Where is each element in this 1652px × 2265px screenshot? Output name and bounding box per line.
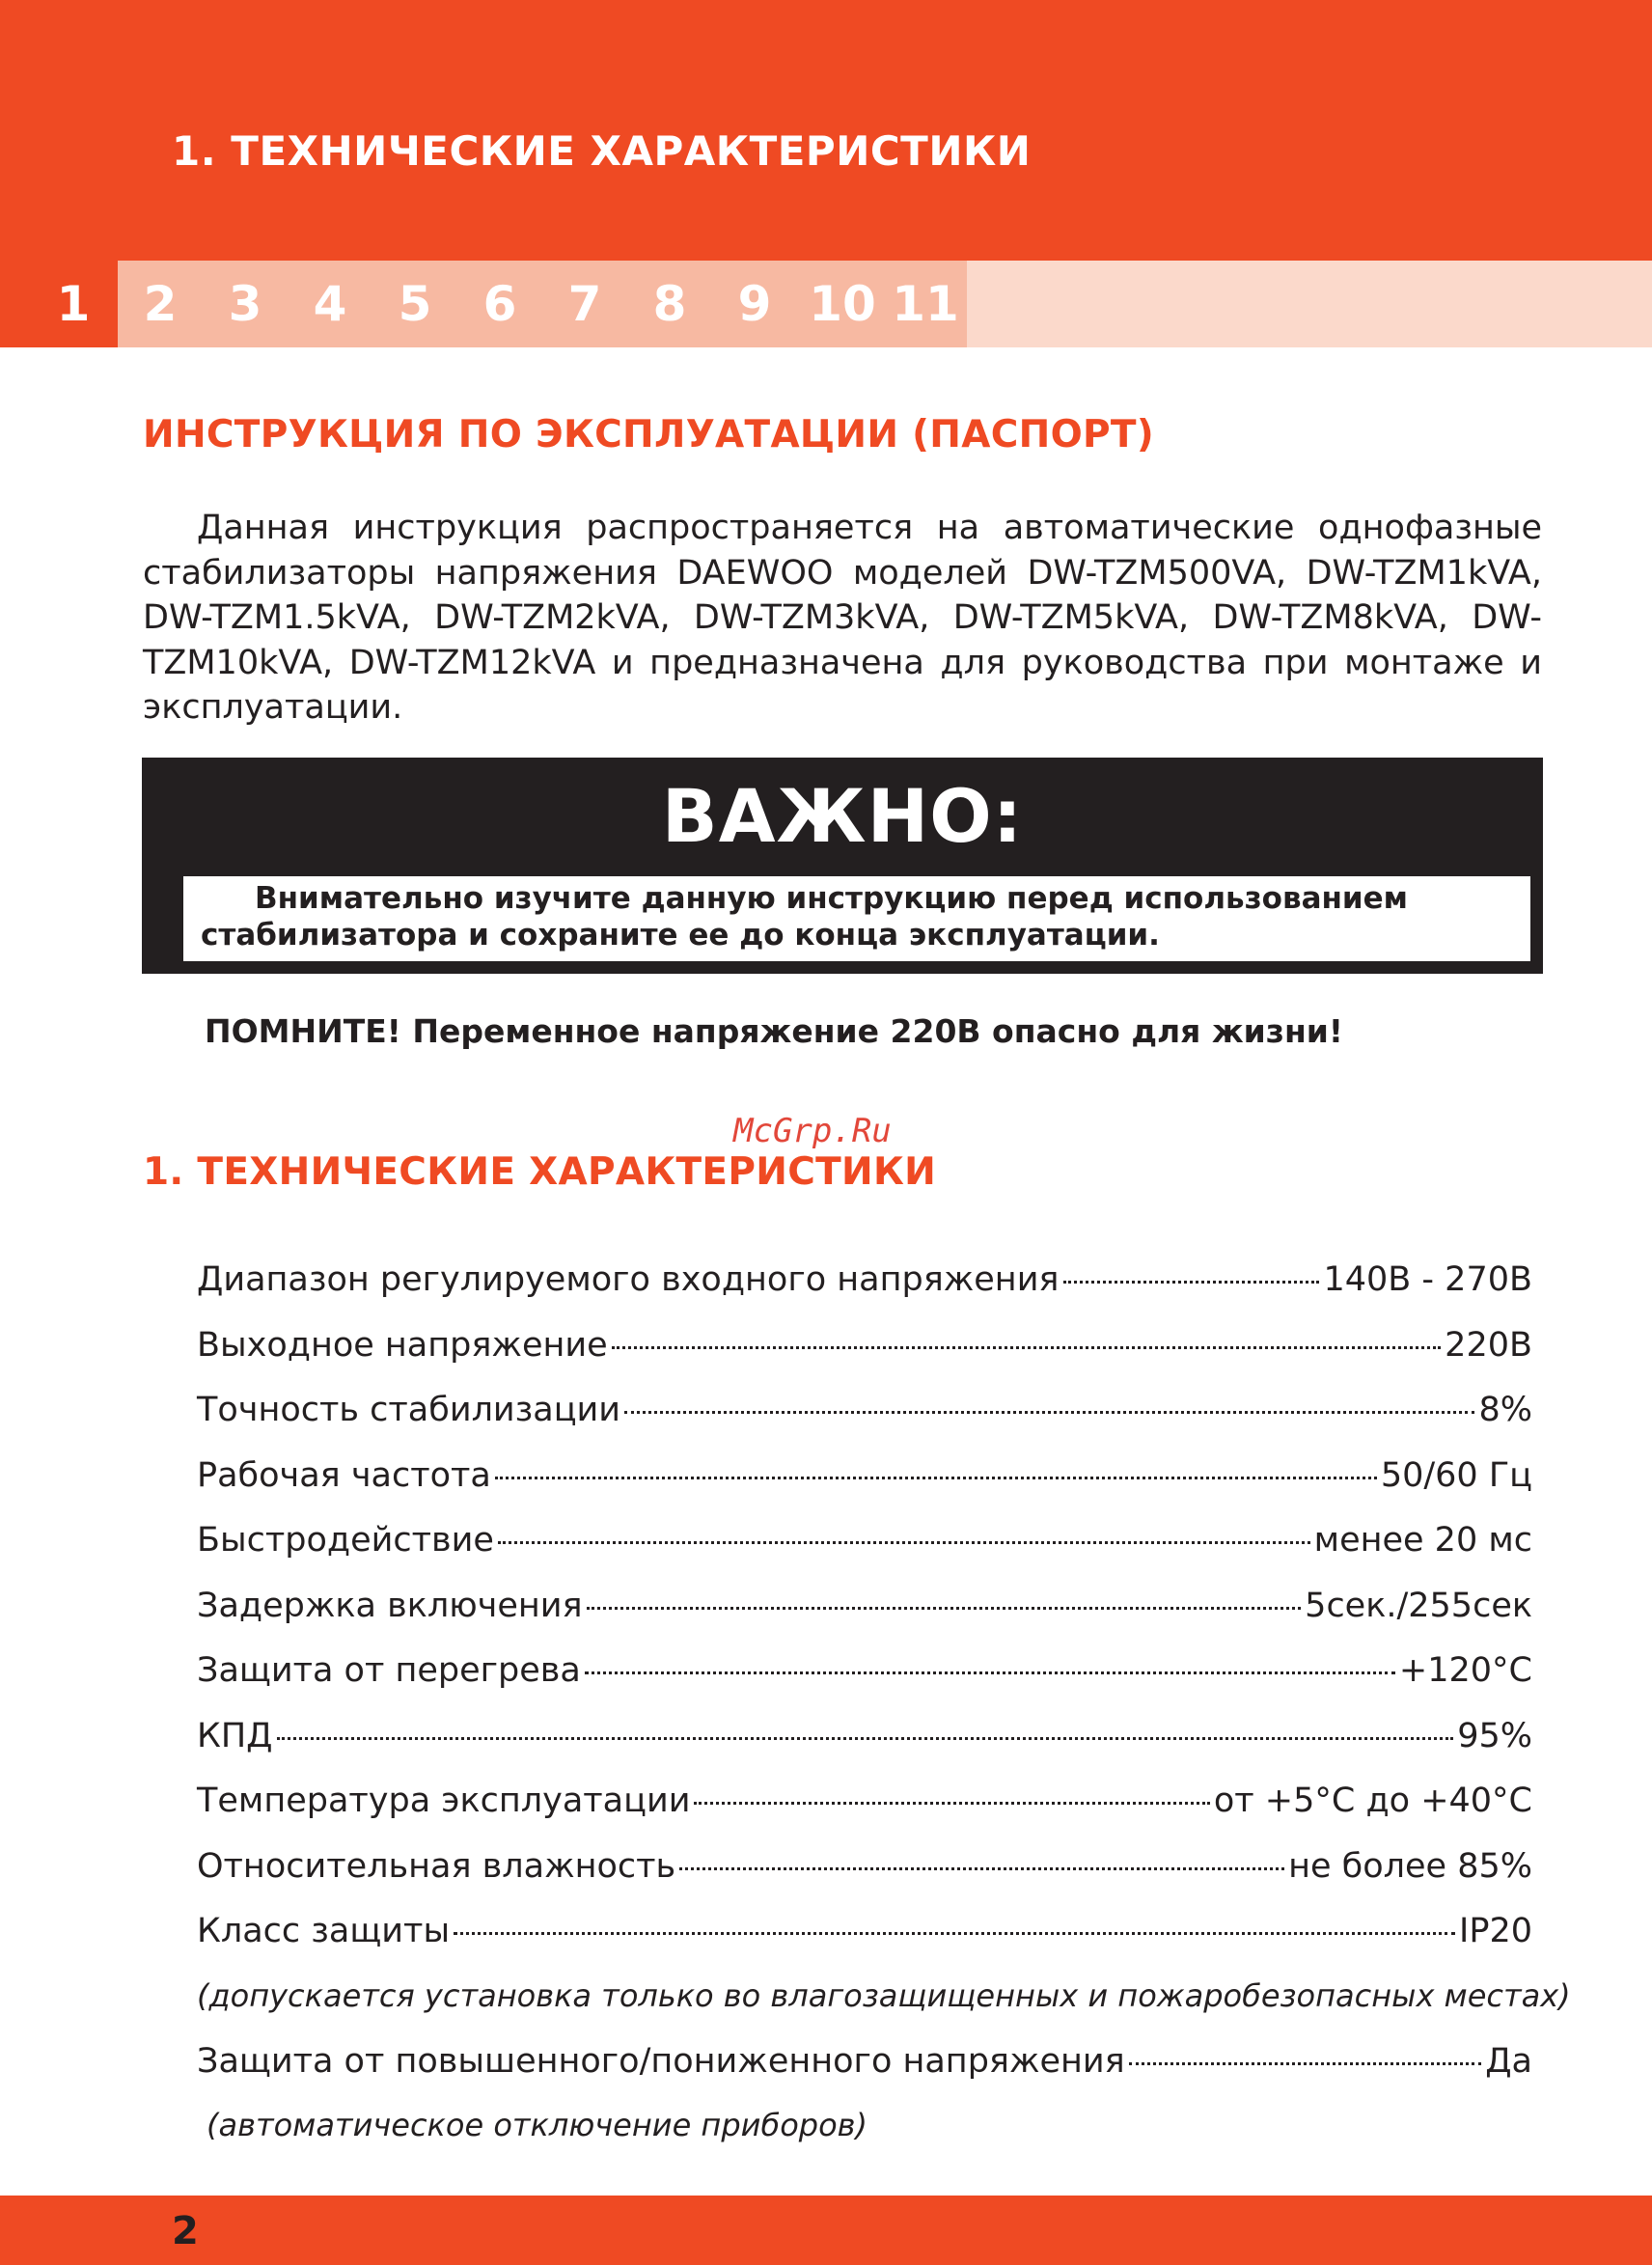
dot-leader — [624, 1411, 1474, 1414]
spec-label: Защита от перегрева — [197, 1651, 581, 1690]
spec-row — [197, 1326, 1532, 1392]
dot-leader — [1063, 1281, 1320, 1284]
spec-row — [197, 1651, 1532, 1717]
dot-leader — [277, 1737, 1454, 1740]
page-nav-item[interactable]: 10 — [809, 276, 876, 332]
spec-value: Да — [1485, 2041, 1532, 2081]
spec-row — [197, 1456, 1532, 1522]
spec-row — [197, 1260, 1532, 1326]
important-title: ВАЖНО: — [661, 773, 1024, 859]
important-notice — [142, 758, 1543, 974]
safety-warning: ПОМНИТЕ! Переменное напряжение 220В опасно для жизни! — [205, 1012, 1343, 1050]
page-nav-current[interactable]: 1 — [56, 276, 91, 332]
page-nav-item[interactable]: 5 — [398, 276, 432, 332]
spec-label: КПД — [197, 1716, 273, 1755]
page-nav-item[interactable]: 9 — [737, 276, 772, 332]
spec-note-voltage: (автоматическое отключение приборов) — [206, 2107, 867, 2143]
spec-label: Относительная влажность — [197, 1846, 676, 1886]
spec-row — [197, 1587, 1532, 1652]
spec-label: Диапазон регулируемого входного напряжения — [197, 1260, 1060, 1299]
dot-leader — [498, 1541, 1310, 1544]
spec-row — [197, 1521, 1532, 1587]
spec-row — [197, 1912, 1532, 1977]
dot-leader — [612, 1346, 1442, 1349]
spec-label: Точность стабилизации — [197, 1391, 621, 1429]
spec-label: Задержка включения — [197, 1586, 583, 1625]
spec-value: менее 20 мс — [1313, 1521, 1532, 1560]
page-nav-item[interactable]: 8 — [652, 276, 687, 332]
watermark: McGrp.Ru — [733, 1112, 892, 1150]
spec-value: не более 85% — [1288, 1846, 1532, 1886]
important-text: Внимательно изучите данную инструкцию перед использованием стабилизатора и сохраните ее до конца эксплуатации. — [183, 876, 1530, 961]
spec-value: 140В - 270В — [1323, 1260, 1532, 1299]
spec-label: Класс защиты — [197, 1912, 451, 1950]
page-nav-item[interactable]: 3 — [228, 276, 262, 332]
page-nav-item[interactable]: 2 — [143, 276, 178, 332]
spec-value: IP20 — [1459, 1912, 1532, 1950]
spec-row — [197, 1717, 1532, 1782]
dot-leader — [454, 1932, 1455, 1935]
dot-leader — [587, 1607, 1302, 1610]
spec-row — [197, 2042, 1532, 2108]
spec-label: Защита от повышенного/пониженного напряжения — [197, 2041, 1125, 2081]
header-title: 1. ТЕХНИЧЕСКИЕ ХАРАКТЕРИСТИКИ — [172, 127, 1032, 175]
spec-label: Рабочая частота — [197, 1455, 491, 1495]
intro-paragraph: Данная инструкция распространяется на автоматические однофазные стабилизаторы напряжения DAEWOO моделей DW-TZM500VA, DW-TZM1kVA, DW-TZM1.5kVA, DW-TZM2kVA, DW-TZM3kVA, DW-TZM5kVA, DW-TZM8kVA, DW-TZM10kVA, DW-TZM12kVA и предназначена для руководства при монтаже и эксплуатации. — [143, 509, 1542, 727]
dot-leader — [495, 1477, 1377, 1479]
spec-row — [197, 1782, 1532, 1847]
page-nav-item[interactable]: 7 — [567, 276, 602, 332]
section-title-specs: 1. ТЕХНИЧЕСКИЕ ХАРАКТЕРИСТИКИ — [143, 1150, 937, 1194]
spec-value: 8% — [1478, 1391, 1532, 1429]
spec-value: от +5°С до +40°С — [1213, 1782, 1532, 1820]
spec-row — [197, 1847, 1532, 1913]
spec-label: Выходное напряжение — [197, 1325, 608, 1365]
page-nav-item[interactable]: 4 — [313, 276, 347, 332]
spec-label: Быстродействие — [197, 1521, 494, 1560]
dot-leader — [694, 1802, 1209, 1805]
dot-leader — [679, 1867, 1284, 1870]
page-nav-item[interactable]: 6 — [482, 276, 517, 332]
spec-value: 5сек./255сек — [1305, 1586, 1532, 1625]
spec-list — [197, 1260, 1571, 2171]
page-number: 2 — [172, 2209, 199, 2253]
spec-row — [197, 1391, 1532, 1456]
spec-note-protection: (допускается установка только во влагозащищенных и пожаробезопасных местах) — [197, 1976, 1571, 2014]
spec-value: 50/60 Гц — [1380, 1455, 1532, 1495]
footer-band — [0, 2196, 1652, 2265]
dot-leader — [585, 1671, 1395, 1674]
spec-value: +120°С — [1398, 1651, 1532, 1690]
spec-label: Температура эксплуатации — [197, 1782, 691, 1820]
section-title-manual: ИНСТРУКЦИЯ ПО ЭКСПЛУАТАЦИИ (ПАСПОРТ) — [143, 413, 1154, 456]
dot-leader — [1129, 2062, 1481, 2065]
spec-value: 220В — [1445, 1325, 1532, 1365]
spec-value: 95% — [1457, 1716, 1532, 1755]
page-nav-item[interactable]: 11 — [892, 276, 959, 332]
page-navigation — [0, 261, 1652, 347]
